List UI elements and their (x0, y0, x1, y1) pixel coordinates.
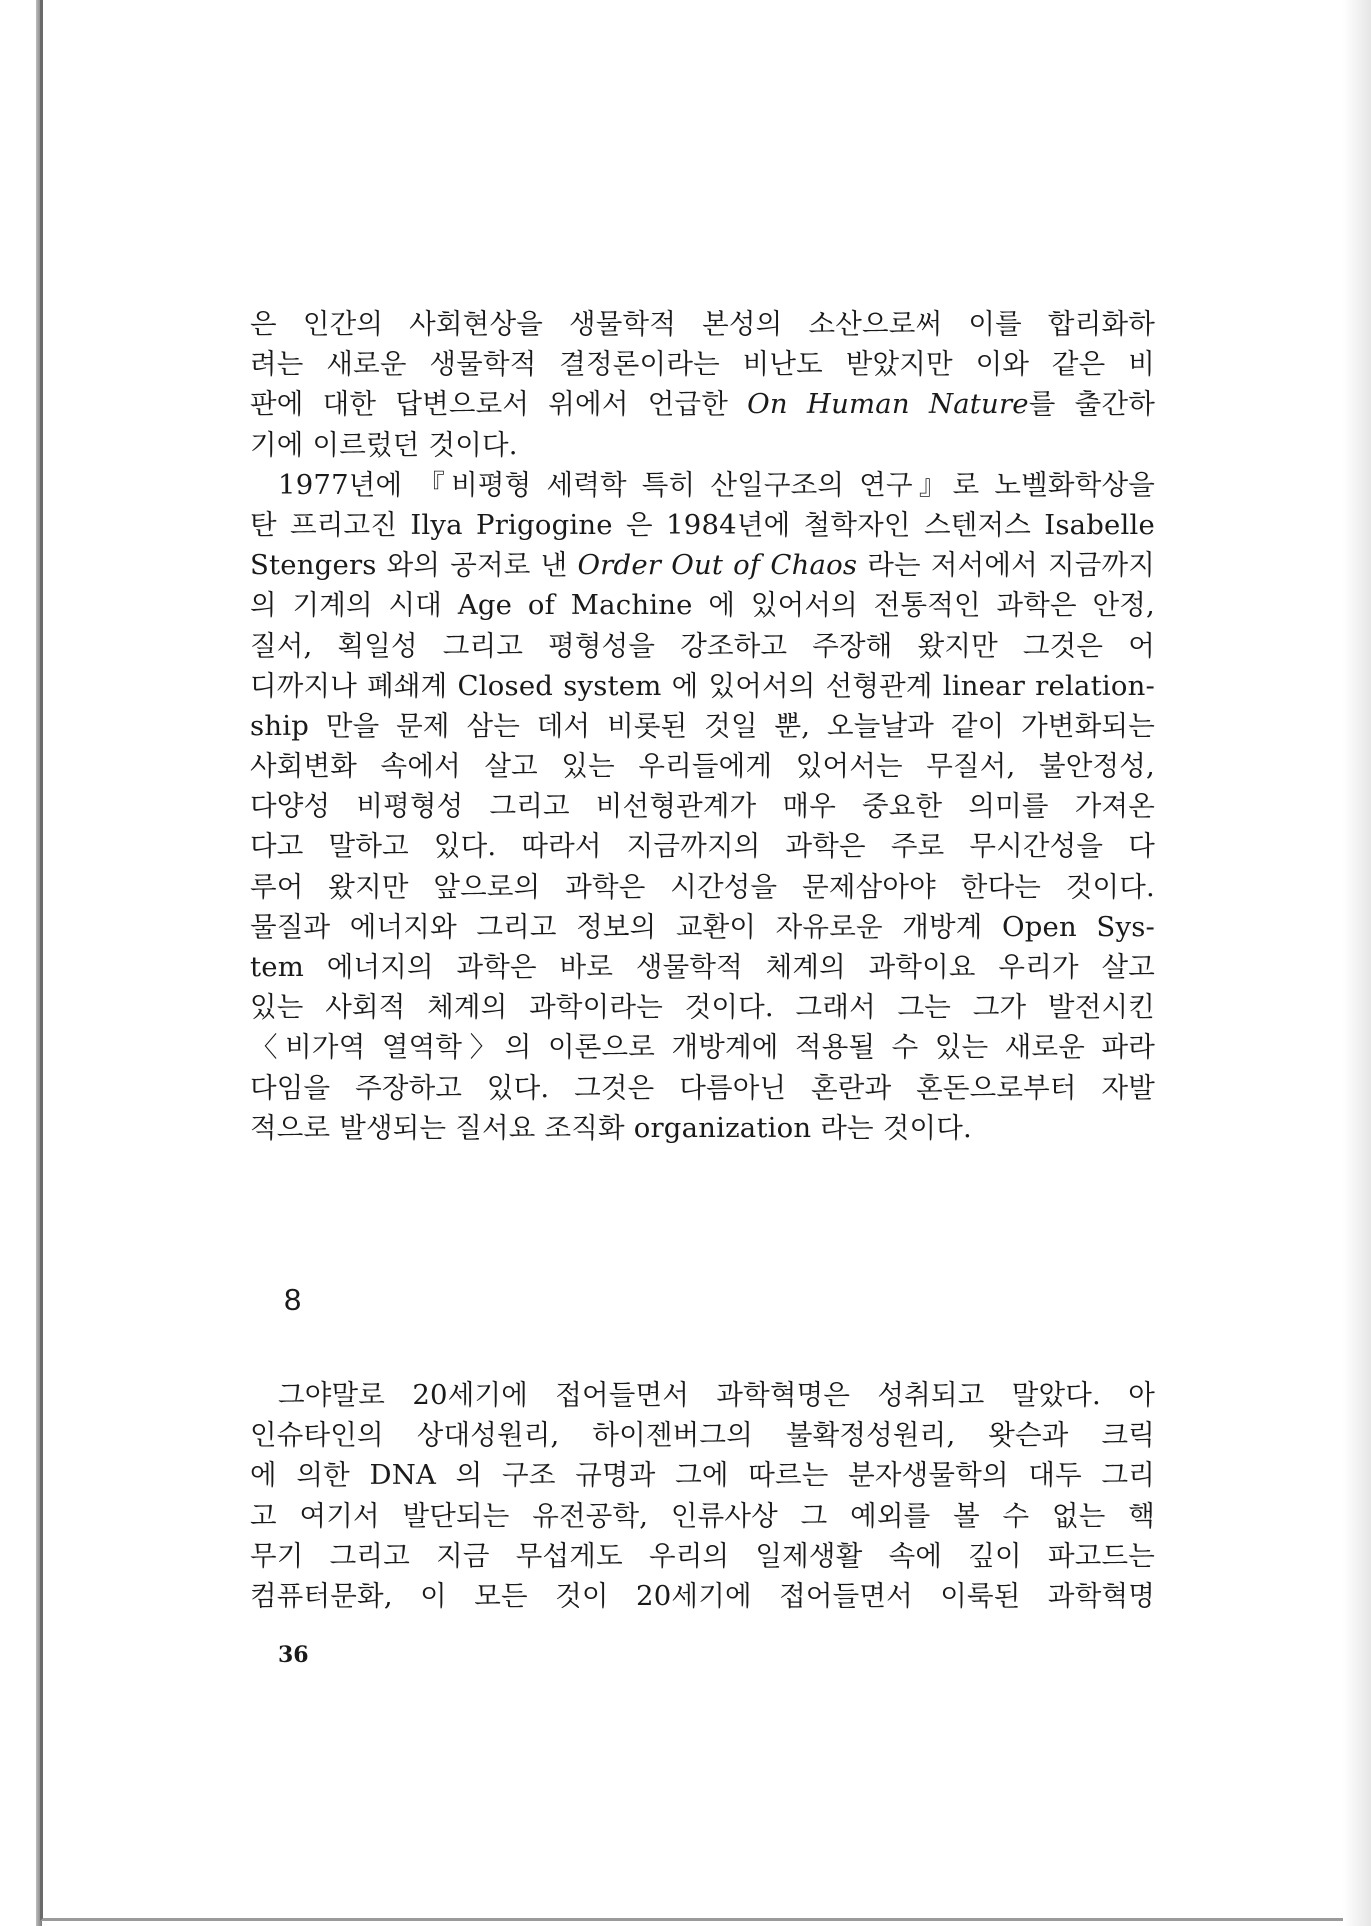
text-line: 탄 프리고진 Ilya Prigogine 은 1984년에 철학자인 스텐저스 Isabelle (250, 508, 1155, 541)
text-line: 판에 대한 답변으로서 위에서 언급한 On Human Nature를 출간하 (250, 388, 1155, 421)
text-line: 은 인간의 사회현상을 생물학적 본성의 소산으로써 이를 합리화하 (250, 308, 1155, 340)
text-line: 다고 말하고 있다. 따라서 지금까지의 과학은 주로 무시간성을 다 (250, 830, 1155, 863)
text-line: tem 에너지의 과학은 바로 생물학적 체계의 과학이요 우리가 살고 (250, 951, 1155, 983)
body-text-bottom (250, 1375, 1155, 1616)
book-title-on-human-nature: On Human Nature (747, 388, 1029, 421)
text-line: 디까지나 폐쇄계 Closed system 에 있어서의 선형관계 linear relation- (250, 669, 1155, 702)
text-line: 컴퓨터문화, 이 모든 것이 20세기에 접어들면서 이룩된 과학혁명 (250, 1579, 1155, 1612)
text-line: 의 기계의 시대 Age of Machine 에 있어서의 전통적인 과학은 안정, (250, 589, 1155, 622)
text-line: 그야말로 20세기에 접어들면서 과학혁명은 성취되고 말았다. 아 (278, 1379, 1155, 1411)
text-line: 1977년에 『비평형 세력학 특히 산일구조의 연구』로 노벨화학상을 (278, 468, 1155, 501)
page-right-shadow (1343, 0, 1371, 1926)
text-line: 에 의한 DNA 의 구조 규명과 그에 따르는 분자생물학의 대두 그리 (250, 1459, 1155, 1492)
text-line: Stengers 와의 공저로 낸 Order Out of Chaos 라는 저서에서 지금까지 (250, 549, 1156, 582)
text-line: 적으로 발생되는 질서요 조직화 organization 라는 것이다. (250, 1111, 972, 1144)
text-line: 다양성 비평형성 그리고 비선형관계가 매우 중요한 의미를 가져온 (250, 790, 1155, 823)
text-line: 려는 새로운 생물학적 결정론이라는 비난도 받았지만 이와 같은 비 (250, 348, 1155, 381)
text-line: 질서, 획일성 그리고 평형성을 강조하고 주장해 왔지만 그것은 어 (250, 629, 1155, 662)
text-line: 〈비가역 열역학〉의 이론으로 개방계에 적용될 수 있는 새로운 파라 (250, 1031, 1155, 1064)
body-text-top (250, 304, 1155, 1148)
text-line: 사회변화 속에서 살고 있는 우리들에게 있어서는 무질서, 불안정성, (250, 750, 1155, 783)
text-line: 루어 왔지만 앞으로의 과학은 시간성을 문제삼아야 한다는 것이다. (250, 870, 1155, 903)
text-line: 기에 이르렀던 것이다. (250, 428, 518, 461)
text-line: 고 여기서 발단되는 유전공학, 인류사상 그 예외를 볼 수 없는 핵 (250, 1499, 1155, 1532)
section-number: 8 (284, 1282, 302, 1317)
page-number: 36 (278, 1642, 309, 1668)
text-line: 다임을 주장하고 있다. 그것은 다름아닌 혼란과 혼돈으로부터 자발 (250, 1071, 1155, 1104)
text-line: 있는 사회적 체계의 과학이라는 것이다. 그래서 그는 그가 발전시킨 (250, 991, 1155, 1024)
book-title-order-out-of-chaos: Order Out of Chaos (577, 549, 858, 582)
text-line: ship 만을 문제 삼는 데서 비롯된 것일 뿐, 오늘날과 같이 가변화되는 (250, 709, 1155, 742)
text-line: 무기 그리고 지금 무섭게도 우리의 일제생활 속에 깊이 파고드는 (250, 1539, 1155, 1572)
text-line: 물질과 에너지와 그리고 정보의 교환이 자유로운 개방계 Open Sys- (250, 910, 1155, 943)
text-line: 인슈타인의 상대성원리, 하이젠버그의 불확정성원리, 왓슨과 크릭 (250, 1419, 1155, 1452)
